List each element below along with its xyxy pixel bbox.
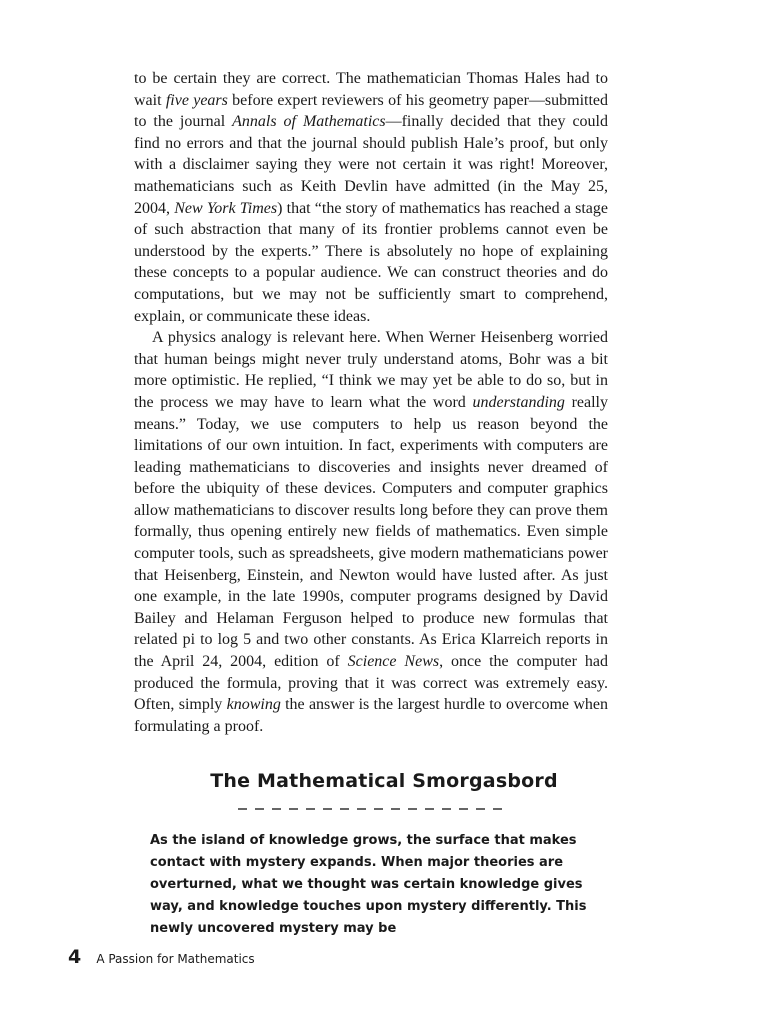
paragraph-1 (134, 68, 608, 327)
paragraph-1-italic-2: Annals of Mathematics (232, 113, 386, 131)
page-number: 4 (68, 946, 82, 968)
paragraph-2-text-4: the answer is the largest hurdle to overcome when formulating a proof. (134, 696, 608, 735)
paragraph-2-text-2: really means.” Today, we use computers to help us reason beyond the limitations of our own intuition. In fact, experiments with computers are leading mathematicians to discoveries and insights never dreamed of before the ubiquity of these devices. Computers and computer graphics allow mathematicians to discover results long before they can prove them formally, thus opening entirely new fields of mathematics. Even simple computer tools, such as spreadsheets, give modern mathematicians power that Heisenberg, Einstein, and Newton would have lusted after. As just one example, in the late 1990s, computer programs designed by David Bailey and Helaman Ferguson helped to produce new formulas that related pi to log 5 and two other constants. As Erica Klarreich reports in the April 24, 2004, edition of (134, 393, 609, 671)
section-text: As the island of knowledge grows, the surface that makes contact with mystery expands. When major theories are overturned, what we thought was certain knowledge gives way, and knowledge touches upon mystery differently. This newly uncovered mystery may be (150, 833, 587, 936)
paragraph-2-italic-3: knowing (226, 696, 281, 714)
body-text (134, 68, 608, 737)
paragraph-2-text-1: A physics analogy is relevant here. When Werner Heisenberg worried that human beings might never truly understand atoms, Bohr was a bit more optimistic. He replied, “I think we may yet be able to do so, but in the process we may have to learn what the word (134, 329, 608, 411)
paragraph-1-text-2: before expert reviewers of his geometry paper—submitted to the journal (134, 91, 609, 131)
paragraph-1-italic-3: New York Times (174, 199, 278, 217)
paragraph-2-italic-1: understanding (472, 393, 565, 411)
running-title: A Passion for Mathematics (96, 952, 255, 966)
paragraph-1-text-3: —finally decided that they could find no errors and that the journal should publish Hale’s proof, but only with a disclaimer saying they were not certain it was right! Moreover, mathematicians such as Keith Devlin have admitted (in the May 25, 2004, (134, 113, 608, 217)
paragraph-1-italic-1: five years (165, 91, 228, 109)
paragraph-2-italic-2: Science News (347, 653, 440, 671)
paragraph-2-text-3: , once the computer had produced the formula, proving that it was correct was extremely easy. Often, simply (134, 653, 608, 714)
section-title: The Mathematical Smorgasbord (210, 770, 558, 792)
page-footer (68, 946, 255, 968)
paragraph-1-text-4: ) that “the story of mathematics has reached a stage of such abstraction that many of its frontier problems cannot even be understood by the experts.” There is absolutely no hope of explaining these concepts to a popular audience. We can construct theories and do computations, but we may not be sufficiently smart to comprehend, explain, or communicate these ideas. (134, 199, 608, 325)
dashed-divider (238, 806, 508, 812)
paragraph-2 (134, 327, 608, 737)
paragraph-1-text-1: to be certain they are correct. The mathematician Thomas Hales had to wait (134, 70, 608, 109)
